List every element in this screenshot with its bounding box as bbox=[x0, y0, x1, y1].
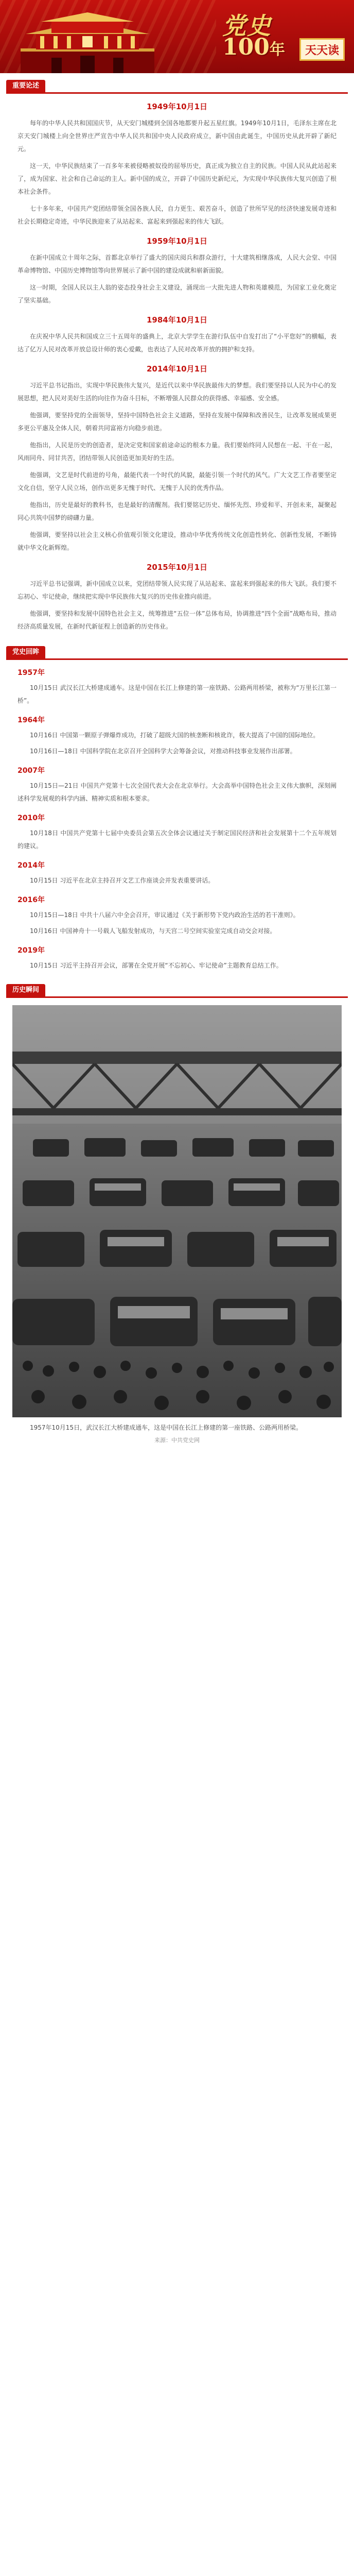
timeline-item: 10月15日 习近平在北京主持召开文艺工作座谈会并发表重要讲话。 bbox=[30, 877, 215, 884]
key-paragraph: 这一天，中华民族结束了一百多年来被侵略被奴役的屈辱历史，真正成为独立自主的民族。中国人民从此站起来了，成为国家、社会和自己命运的主人。新中国的成立，开辟了中国历史新纪元，为实现中华民族伟大复兴创造了根本社会条件。 bbox=[17, 162, 337, 195]
timeline-item: 10月15日—18日 中共十八届六中全会召开，审议通过《关于新形势下党内政治生活的若干准则》。 bbox=[30, 911, 299, 919]
key-blocks bbox=[0, 101, 354, 633]
section-head-timeline bbox=[6, 645, 348, 660]
key-paragraph: 在庆祝中华人民共和国成立三十五周年的盛典上，北京大学学生在游行队伍中自发打出了“小平您好”的横幅，表达了亿万人民对改革开放总设计师的衷心爱戴，也表达了人民对改革开放的拥护和支持。 bbox=[17, 333, 337, 353]
key-paragraph: 他指出，历史是最好的教科书，也是最好的清醒剂。我们要铭记历史、缅怀先烈、珍爱和平、开创未来，凝聚起同心共筑中国梦的磅礴力量。 bbox=[17, 501, 337, 521]
timeline-item: 10月15日—21日 中国共产党第十七次全国代表大会在北京举行。大会高举中国特色社会主义伟大旗帜，深刻阐述科学发展观的科学内涵、精神实质和根本要求。 bbox=[17, 782, 337, 802]
timeline-item: 10月16日 中国第一颗原子弹爆炸成功，打破了超级大国的核垄断和核讹诈，极大提高了中国的国际地位。 bbox=[30, 732, 320, 739]
history-caption: 1957年10月15日，武汉长江大桥建成通车，这是中国在长江上修建的第一座铁路、公路两用桥梁。 bbox=[30, 1424, 303, 1431]
key-paragraph: 他强调，要坚持党的全面领导，坚持中国特色社会主义道路，坚持在发展中保障和改善民生，让改革发展成果更多更公平惠及全体人民，朝着共同富裕方向稳步前进。 bbox=[17, 412, 337, 432]
history-source: 来源：中共党史网 bbox=[154, 1437, 200, 1444]
banner bbox=[0, 0, 354, 73]
timeline-year: 1964年 bbox=[17, 716, 45, 724]
timeline-list bbox=[0, 667, 354, 972]
section-tag-key: 重要论述 bbox=[6, 80, 45, 92]
timeline-item: 10月15日 武汉长江大桥建成通车。这是中国在长江上修建的第一座铁路、公路两用桥梁，被称为“万里长江第一桥”。 bbox=[17, 684, 337, 704]
section-history bbox=[0, 982, 354, 1454]
history-photo-image bbox=[12, 1005, 342, 1417]
history-photo bbox=[12, 1005, 342, 1417]
banner-stamp: 天天读 bbox=[299, 38, 345, 61]
timeline-year: 2014年 bbox=[17, 861, 45, 870]
key-date-label: 1984年10月1日 bbox=[146, 315, 208, 325]
timeline-item: 10月16日—18日 中国科学院在北京召开全国科学大会筹备会议，对推动科技事业发展作出部署。 bbox=[30, 748, 296, 755]
section-key-statements bbox=[0, 78, 354, 639]
timeline-year: 2010年 bbox=[17, 814, 45, 822]
key-date-label: 2015年10月1日 bbox=[146, 563, 208, 572]
timeline-year: 2016年 bbox=[17, 896, 45, 904]
timeline-year: 2007年 bbox=[17, 767, 45, 775]
key-paragraph: 这一时期，全国人民以主人翁的姿态投身社会主义建设，涌现出一大批先进人物和英雄模范，为国家工业化奠定了坚实基础。 bbox=[17, 284, 337, 304]
banner-title-number bbox=[222, 34, 285, 60]
timeline-year: 2019年 bbox=[17, 946, 45, 955]
tiananmen-gate-image bbox=[15, 10, 160, 73]
key-date-label: 1949年10月1日 bbox=[146, 102, 208, 111]
key-paragraph: 他强调，要坚持以社会主义核心价值观引领文化建设，推动中华优秀传统文化创造性转化、创新性发展，不断铸就中华文化新辉煌。 bbox=[17, 531, 337, 551]
banner-title-main: 党史 bbox=[222, 12, 272, 40]
section-head-key bbox=[6, 78, 348, 94]
key-date-label: 1959年10月1日 bbox=[146, 236, 208, 246]
timeline-item: 10月18日 中国共产党第十七届中央委员会第五次全体会议通过关于制定国民经济和社会发展第十二个五年规划的建议。 bbox=[17, 829, 337, 850]
key-paragraph: 他强调，文艺是时代前进的号角，最能代表一个时代的风貌，最能引领一个时代的风气。广大文艺工作者要坚定文化自信，坚守人民立场，创作出更多无愧于时代、无愧于人民的优秀作品。 bbox=[17, 471, 337, 492]
key-paragraph: 习近平总书记强调，新中国成立以来，党团结带领人民实现了从站起来、富起来到强起来的伟大飞跃。我们要不忘初心、牢记使命，继续把实现中华民族伟大复兴的历史伟业推向前进。 bbox=[17, 580, 337, 600]
key-paragraph: 在新中国成立十周年之际，首都北京举行了盛大的国庆阅兵和群众游行，十大建筑相继落成，人民大会堂、中国革命博物馆、中国历史博物馆等向世界展示了新中国的建设成就和崭新面貌。 bbox=[17, 254, 337, 274]
key-paragraph: 他强调，要坚持和发展中国特色社会主义，统筹推进“五位一体”总体布局，协调推进“四个全面”战略布局，推动经济高质量发展，在新时代新征程上创造新的历史伟业。 bbox=[17, 610, 337, 630]
key-date-label: 2014年10月1日 bbox=[146, 364, 208, 374]
section-tag-timeline: 党史回眸 bbox=[6, 646, 45, 658]
banner-title-number-suffix: 年 bbox=[269, 41, 285, 59]
key-paragraph: 七十多年来，中国共产党团结带领全国各族人民，自力更生、艰苦奋斗，创造了世所罕见的经济快速发展奇迹和社会长期稳定奇迹，中华民族迎来了从站起来、富起来到强起来的伟大飞跃。 bbox=[17, 205, 337, 225]
timeline-item: 10月16日 中国神舟十一号载人飞船发射成功，与天宫二号空间实验室完成自动交会对接。 bbox=[30, 927, 276, 935]
timeline-year: 1957年 bbox=[17, 669, 45, 677]
banner-title-number-value: 100 bbox=[222, 34, 270, 60]
banner-title bbox=[222, 7, 346, 65]
key-paragraph: 每年的中华人民共和国国庆节，从天安门城楼到全国各地都要升起五星红旗。1949年10月1日，毛泽东主席在北京天安门城楼上向全世界庄严宣告中华人民共和国中央人民政府成立，新中国由此诞生，中国历史从此开辟了新纪元。 bbox=[17, 120, 337, 152]
key-paragraph: 他指出，人民是历史的创造者，是决定党和国家前途命运的根本力量。我们要始终同人民想在一起、干在一起，风雨同舟、同甘共苦，团结带领人民创造更加美好的生活。 bbox=[17, 442, 337, 462]
section-head-history bbox=[6, 982, 348, 998]
timeline-item: 10月15日 习近平主持召开会议，部署在全党开展“不忘初心、牢记使命”主题教育总结工作。 bbox=[30, 962, 282, 969]
section-tag-history: 历史瞬间 bbox=[6, 984, 45, 996]
section-timeline bbox=[0, 645, 354, 977]
key-paragraph: 习近平总书记指出，实现中华民族伟大复兴，是近代以来中华民族最伟大的梦想。我们要坚持以人民为中心的发展思想，把人民对美好生活的向往作为奋斗目标，不断增强人民群众的获得感、幸福感、安全感。 bbox=[17, 382, 337, 402]
